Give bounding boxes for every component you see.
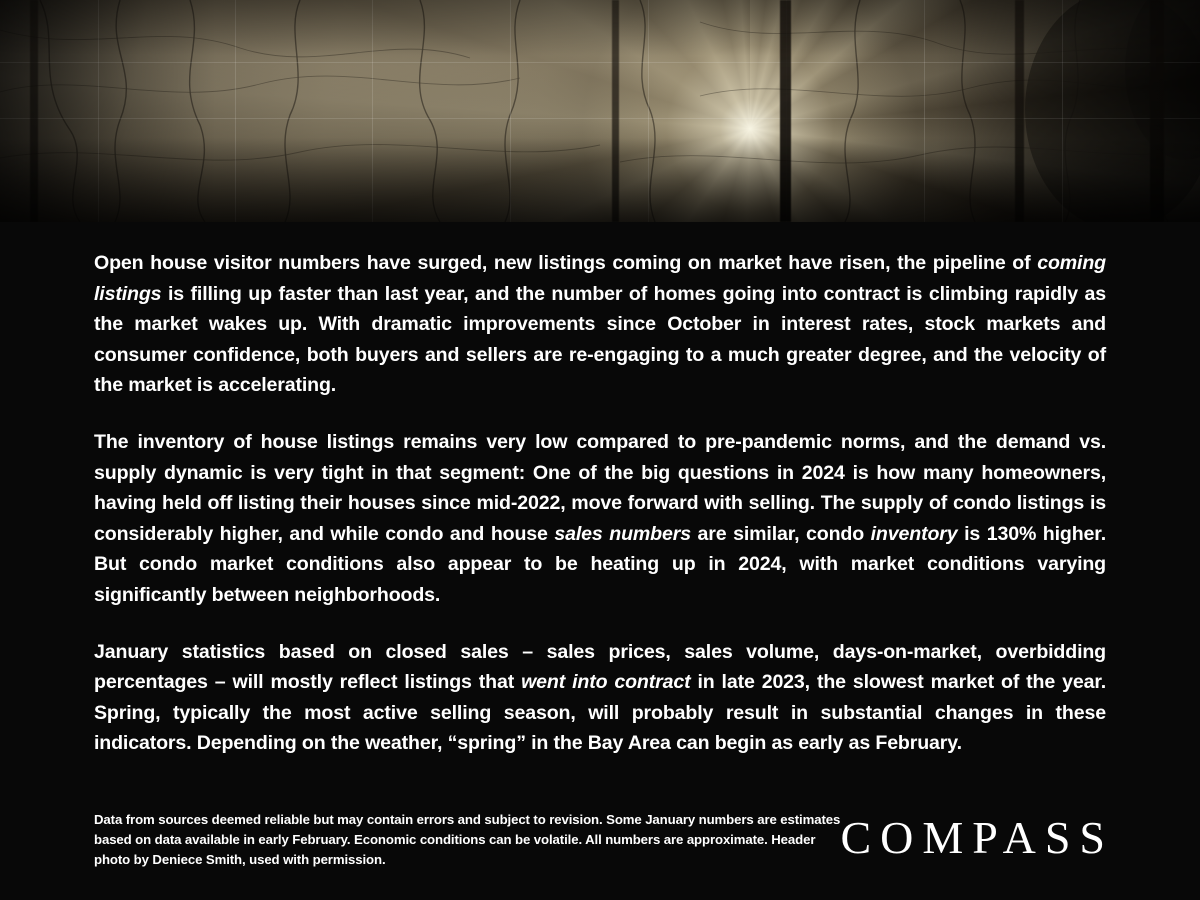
compass-logo: COMPASS xyxy=(840,812,1114,863)
photo-vignette xyxy=(0,0,1200,222)
footer xyxy=(94,810,1160,870)
header-photo xyxy=(0,0,1200,222)
paragraph-2: The inventory of house listings remains very low compared to pre-pandemic norms, and the demand vs. supply dynamic is very tight in that segment: One of the big questions in 2024 is how many homeowners, having held off listing their houses since mid-2022, move forward with selling. The supply of condo listings is considerably higher, and while condo and house sales numbers are similar, condo inventory is 130% higher. But condo market conditions also appear to be heating up in 2024, with market conditions varying significantly between neighborhoods. xyxy=(94,430,1106,606)
paragraph-1: Open house visitor numbers have surged, new listings coming on market have risen, the pipeline of coming listings is filling up faster than last year, and the number of homes going into contract is climbing rapidly as the market wakes up. With dramatic improvements since October in interest rates, stock markets and consumer confidence, both buyers and sellers are re-engaging to a much greater degree, and the velocity of the market is accelerating. xyxy=(94,252,1106,397)
market-commentary xyxy=(0,222,1200,759)
paragraph-3: January statistics based on closed sales – sales prices, sales volume, days-on-market, overbidding percentages – will mostly reflect listings that went into contract in late 2023, the slowest market of the year. Spring, typically the most active selling season, will probably result in substantial changes in these indicators. Depending on the weather, “spring” in the Bay Area can begin as early as February. xyxy=(94,640,1107,755)
disclaimer-text: Data from sources deemed reliable but may contain errors and subject to revision. Some January numbers are estimates based on data available in early February. Economic conditions can be volatile. All numbers are approximate. Header photo by Deniece Smith, used with permission. xyxy=(94,812,841,867)
